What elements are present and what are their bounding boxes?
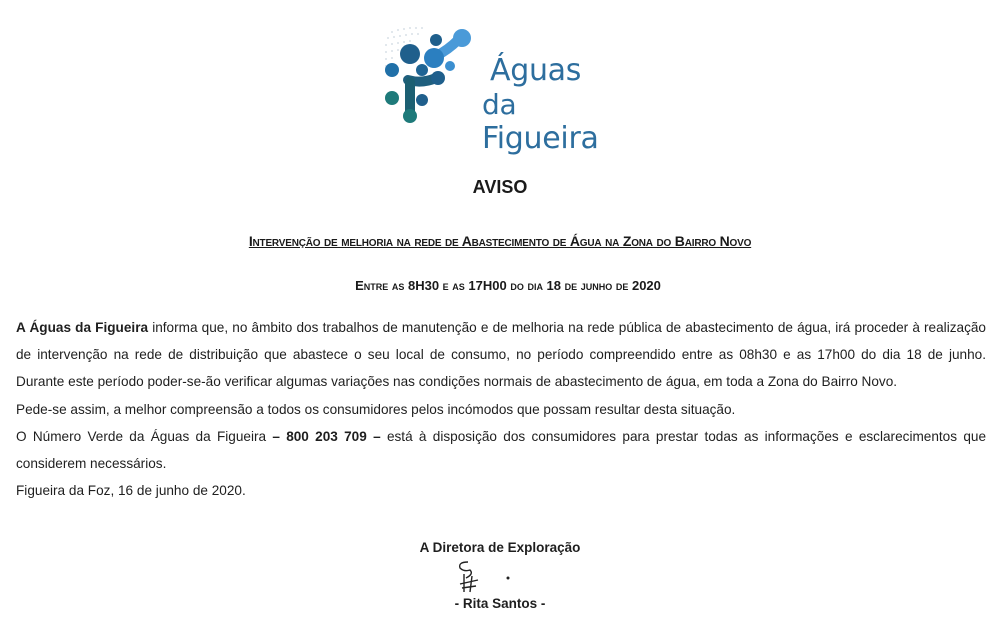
signatory-role: A Diretora de Exploração <box>419 540 581 555</box>
notice-date-line: Entre as 8H30 e as 17H00 do dia 18 de junho de 2020 <box>355 278 661 293</box>
logo-line2: da Figueira <box>482 88 599 156</box>
company-logo <box>378 18 628 156</box>
signatory-name: - Rita Santos - <box>454 596 546 611</box>
notice-heading: AVISO <box>472 177 528 197</box>
notice-title: Intervenção de melhoria na rede de Abastecimento de Água na Zona do Bairro Novo <box>248 233 752 249</box>
logo-line1: Águas <box>490 53 582 88</box>
body-line-3: Durante este período poder-se-ão verificar algumas variações nas condições normais de abastecimento de água, em toda a Zona do Bairro Novo. <box>16 374 898 390</box>
body-phone-line-2: considerem necessários. <box>16 456 167 472</box>
notice-body <box>16 314 986 504</box>
place-date: Figueira da Foz, 16 de junho de 2020. <box>16 483 246 499</box>
handwritten-signature-icon <box>450 558 530 594</box>
body-line-1: A Águas da Figueira informa que, no âmbito dos trabalhos de manutenção e de melhoria na rede pública de abastecimento de água, irá proceder à realização <box>16 320 986 335</box>
body-phone-line: O Número Verde da Águas da Figueira – 800 203 709 – está à disposição dos consumidores para prestar todas as informações e esclarecimentos que <box>16 428 987 444</box>
molecule-logo-icon <box>378 18 488 130</box>
logo-wordmark <box>482 53 628 156</box>
body-line-2: de intervenção na rede de distribuição que abastece o seu local de consumo, no período compreendido entre as 08h30 e as 17h00 do dia 18 de junho. <box>16 347 986 363</box>
phone-number: – 800 203 709 – <box>272 428 381 444</box>
body-paragraph-2: Pede-se assim, a melhor compreensão a todos os consumidores pelos incómodos que possam resultar desta situação. <box>16 401 736 417</box>
